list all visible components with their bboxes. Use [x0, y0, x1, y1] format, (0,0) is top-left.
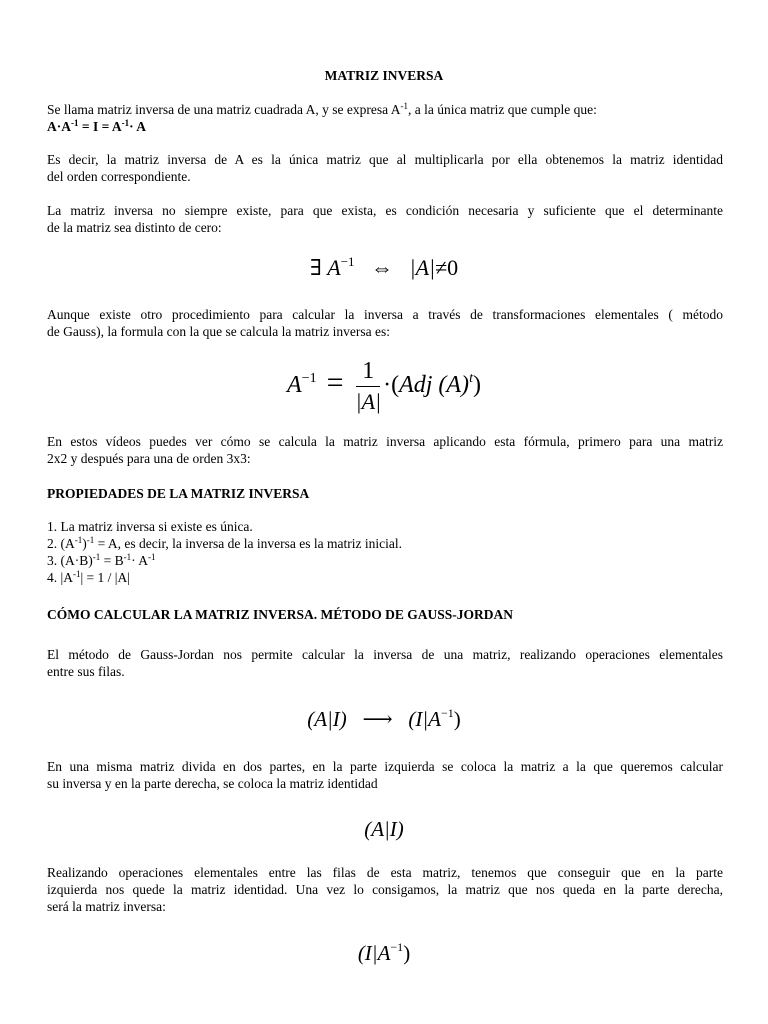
property-item: 1. La matriz inversa si existe es única. [47, 519, 253, 534]
paragraph-result-line: izquierda nos quede la matriz identidad. Una vez lo consigamos, la matriz que nos queda en la parte derecha, [47, 882, 723, 897]
paragraph-gauss-intro-line: Aunque existe otro procedimiento para calcular la inversa a través de transformaciones elementales ( método [47, 307, 723, 322]
formula-transform: (A|I) ⟶ $(I|A^{-1})$ [307, 706, 461, 731]
intro-equation: $A\cdot A^{-1} = I = A^{-1}\cdot A$ [47, 118, 147, 134]
properties-heading: PROPIEDADES DE LA MATRIZ INVERSA [47, 486, 310, 501]
paragraph-exists-line: La matriz inversa no siempre existe, para que exista, es condición necesaria y suficiente que el determinante [47, 203, 723, 218]
paragraph-result-line: Realizando operaciones elementales entre las filas de esta matriz, tenemos que conseguir que en la parte [47, 865, 723, 880]
paragraph-exists-line: de la matriz sea distinto de cero: [47, 220, 222, 235]
paragraph-split-line: su inversa y en la parte derecha, se coloca la matriz identidad [47, 776, 378, 791]
paragraph-gauss-line: El método de Gauss-Jordan nos permite calcular la inversa de una matriz, realizando operaciones elementales [47, 647, 723, 662]
formula-result: $(I|A^{-1})$ [357, 940, 411, 965]
paragraph-identity-line: Es decir, la matriz inversa de A es la única matriz que al multiplicarla por ella obtenemos la matriz identidad [47, 152, 723, 167]
paragraph-videos-line: En estos vídeos puedes ver cómo se calcula la matriz inversa aplicando esta fórmula, primero para una matriz [47, 434, 723, 449]
paragraph-identity-line: del orden correspondiente. [47, 169, 191, 184]
fraction: $\frac{1}{|A|}$ [355, 357, 382, 414]
intro-line: Se llama matriz inversa de una matriz cuadrada A, y se expresa $A^{-1}$, a la única matriz que cumple que: [47, 101, 597, 117]
formula-existence: ∃ $A^{-1}$ ⇔ |A|≠0 [309, 254, 459, 280]
paragraph-gauss-intro-line: de Gauss), la formula con la que se calcula la matriz inversa es: [47, 324, 390, 339]
formula-inverse: $A^{-1}$ = $\frac{1}{|A|}$ ·(Adj $(A)^t$) [0, 350, 768, 416]
property-item: 3. $(A\cdot B)^{-1} = B^{-1}\cdot A^{-1}$ [47, 552, 156, 568]
paragraph-gauss-line: entre sus filas. [47, 664, 125, 679]
paragraph-result-line: será la matriz inversa: [47, 899, 166, 914]
formula-augmented: (A|I) [364, 817, 404, 841]
property-item: 4. $|A^{-1}| = 1 / |A|$ [47, 569, 130, 585]
property-item: 2. $(A^{-1})^{-1} = A$, es decir, la inversa de la inversa es la matriz inicial. [47, 535, 402, 551]
gauss-jordan-heading: CÓMO CALCULAR LA MATRIZ INVERSA. MÉTODO DE GAUSS-JORDAN [47, 607, 514, 622]
page-title: MATRIZ INVERSA [324, 68, 444, 83]
paragraph-videos-line: 2x2 y después para una de orden 3x3: [47, 451, 251, 466]
paragraph-split-line: En una misma matriz divida en dos partes, en la parte izquierda se coloca la matriz a la que queremos calcular [47, 759, 723, 774]
